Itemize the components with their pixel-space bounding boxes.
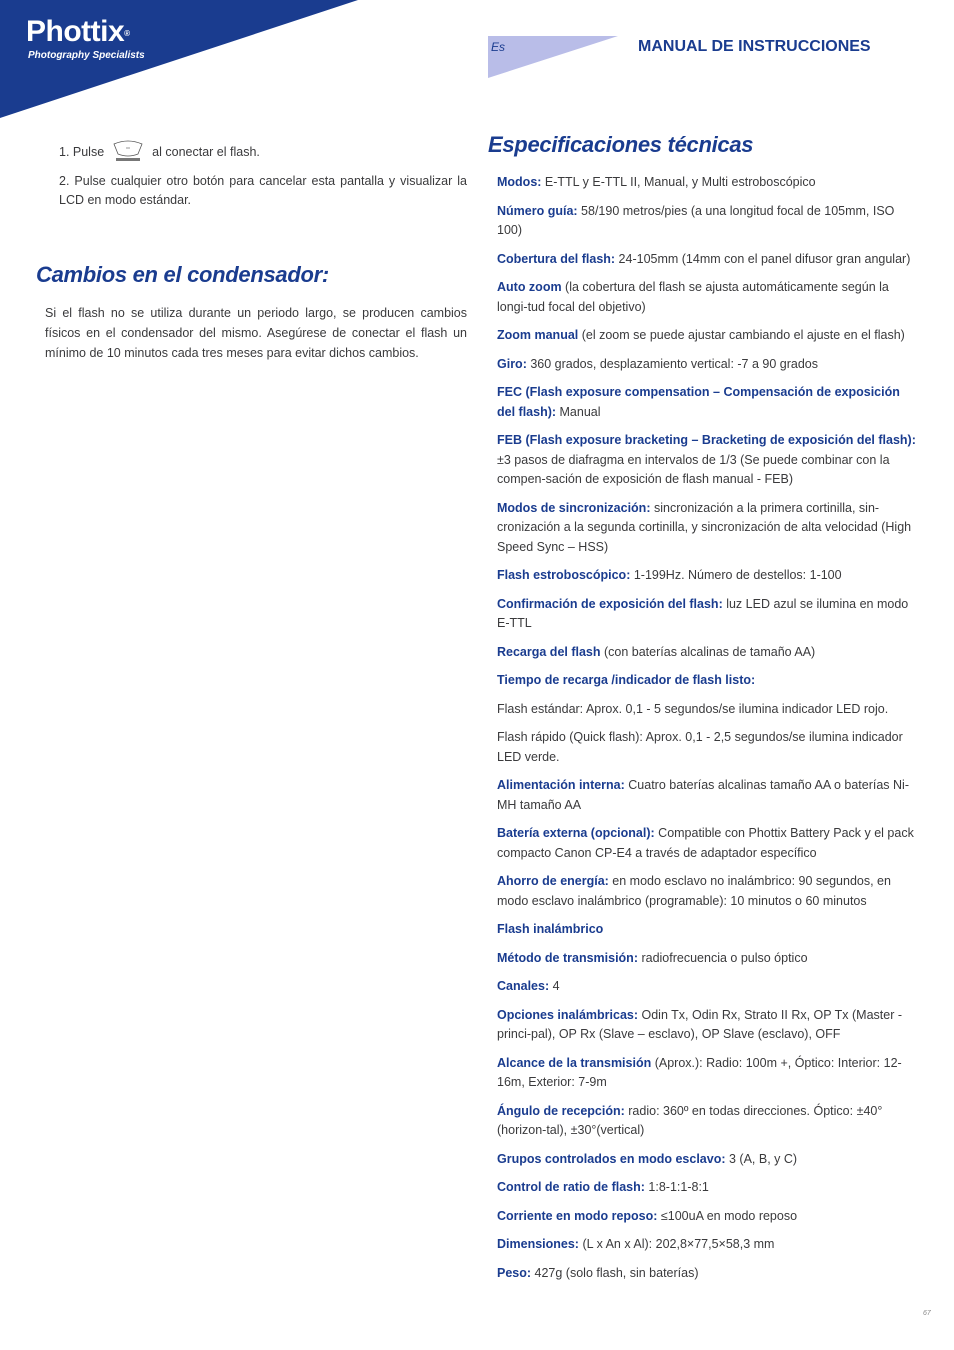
spec-item: Control de ratio de flash: 1:8-1:1-8:1 [497, 1180, 709, 1194]
spec-item: Peso: 427g (solo flash, sin baterías) [497, 1265, 699, 1280]
spec-item: Alcance de la transmisión (Aprox.): Radio: 100m +, Óptico: Interior: 12-16m, Exterior: 7-9m [497, 1055, 902, 1089]
specs-list [497, 173, 919, 1292]
spec-item: Grupos controlados en modo esclavo: 3 (A, B, y C) [497, 1151, 798, 1166]
language-band [488, 36, 620, 80]
spec-item: Número guía: 58/190 metros/pies (a una longitud focal de 105mm, ISO 100) [497, 203, 895, 237]
spec-item: FEB (Flash exposure bracketing – Bracketing de exposición del flash): ±3 pasos de diafragma en intervalos de 1/3 (Se puede combinar con la compen-sación de exposición de flash manual - FEB) [497, 433, 916, 486]
condenser-text: Si el flash no se utiliza durante un periodo largo, se producen cambios físicos en el condensador del mismo. Asegúrese de conectar el flash un mínimo de 10 minutos cada tres meses para evitar dichos cambios. [45, 306, 467, 360]
spec-item: Ahorro de energía: en modo esclavo no inalámbrico: 90 segundos, en modo esclavo inalámbrico (programable): 10 minutos o 60 minutos [497, 874, 891, 908]
hss-scs-button-icon [108, 140, 148, 164]
spec-item: Flash estroboscópico: 1-199Hz. Número de destellos: 1-100 [497, 568, 842, 582]
spec-item: Dimensiones: (L x An x Al): 202,8×77,5×58,3 mm [497, 1237, 775, 1251]
condenser-heading: Cambios en el condensador: [36, 262, 329, 287]
spec-item: Modos: E-TTL y E-TTL II, Manual, y Multi estroboscópico [497, 175, 816, 189]
spec-item: Auto zoom (la cobertura del flash se ajusta automáticamente según la longi-tud focal del objetivo) [497, 280, 889, 314]
step-1-suffix: al conectar el flash. [152, 144, 260, 159]
spec-item: Recarga del flash (con baterías alcalinas de tamaño AA) [497, 644, 816, 659]
specs-heading: Especificaciones técnicas [488, 132, 754, 157]
language-label: Es [491, 40, 506, 54]
spec-item: Zoom manual (el zoom se puede ajustar cambiando el ajuste en el flash) [497, 328, 905, 342]
spec-item: Opciones inalámbricas: Odin Tx, Odin Rx, Strato II Rx, OP Tx (Master - princi-pal), OP Rx (Slave – esclavo), OP Slave (esclavo), OFF [497, 1007, 902, 1041]
spec-item: Modos de sincronización: sincronización a la primera cortinilla, sin-cronización a la segunda cortinilla, y sincronización de alta velocidad (High Speed Sync – HSS) [497, 500, 912, 554]
spec-item: Flash inalámbrico [497, 922, 604, 936]
spec-item: Cobertura del flash: 24-105mm (14mm con el panel difusor gran angular) [497, 251, 911, 266]
spec-item: Método de transmisión: radiofrecuencia o pulso óptico [497, 950, 808, 965]
spec-item: Giro: 360 grados, desplazamiento vertical: -7 a 90 grados [497, 356, 819, 371]
spec-item: Confirmación de exposición del flash: luz LED azul se ilumina en modo E-TTL [497, 596, 909, 630]
spec-item: Batería externa (opcional): Compatible con Phottix Battery Pack y el pack compacto Canon CP-E4 a través de adaptador específico [497, 826, 914, 860]
brand-tagline: Photography Specialists [28, 50, 145, 61]
registered-mark: ® [124, 29, 130, 38]
spec-item: Alimentación interna: Cuatro baterías alcalinas tamaño AA o baterías Ni-MH tamaño AA [497, 778, 909, 812]
spec-item: FEC (Flash exposure compensation – Compensación de exposición del flash): Manual [497, 385, 900, 419]
spec-item: Tiempo de recarga /indicador de flash listo: [497, 673, 756, 687]
spec-item: Corriente en modo reposo: ≤100uA en modo reposo [497, 1208, 798, 1223]
spec-item: Ángulo de recepción: radio: 360º en todas direcciones. Óptico: ±40° (horizon-tal), ±30°(vertical) [497, 1103, 883, 1137]
page-number: 67 [923, 1310, 931, 1317]
step-1-prefix: 1. Pulse [59, 144, 105, 159]
step-1 [59, 140, 467, 164]
manual-title: MANUAL DE INSTRUCCIONES [638, 38, 871, 55]
brand-logo [26, 14, 130, 50]
spec-item: Canales: 4 [497, 979, 560, 993]
spec-item: Flash rápido (Quick flash): Aprox. 0,1 - 2,5 segundos/se ilumina indicador LED verde. [497, 730, 903, 764]
left-column [45, 140, 467, 218]
spec-item: Flash estándar: Aprox. 0,1 - 5 segundos/se ilumina indicador LED rojo. [497, 701, 889, 716]
brand-name: Phottix [26, 15, 125, 48]
step-2: 2. Pulse cualquier otro botón para cancelar esta pantalla y visualizar la LCD en modo estándar. [59, 174, 467, 207]
